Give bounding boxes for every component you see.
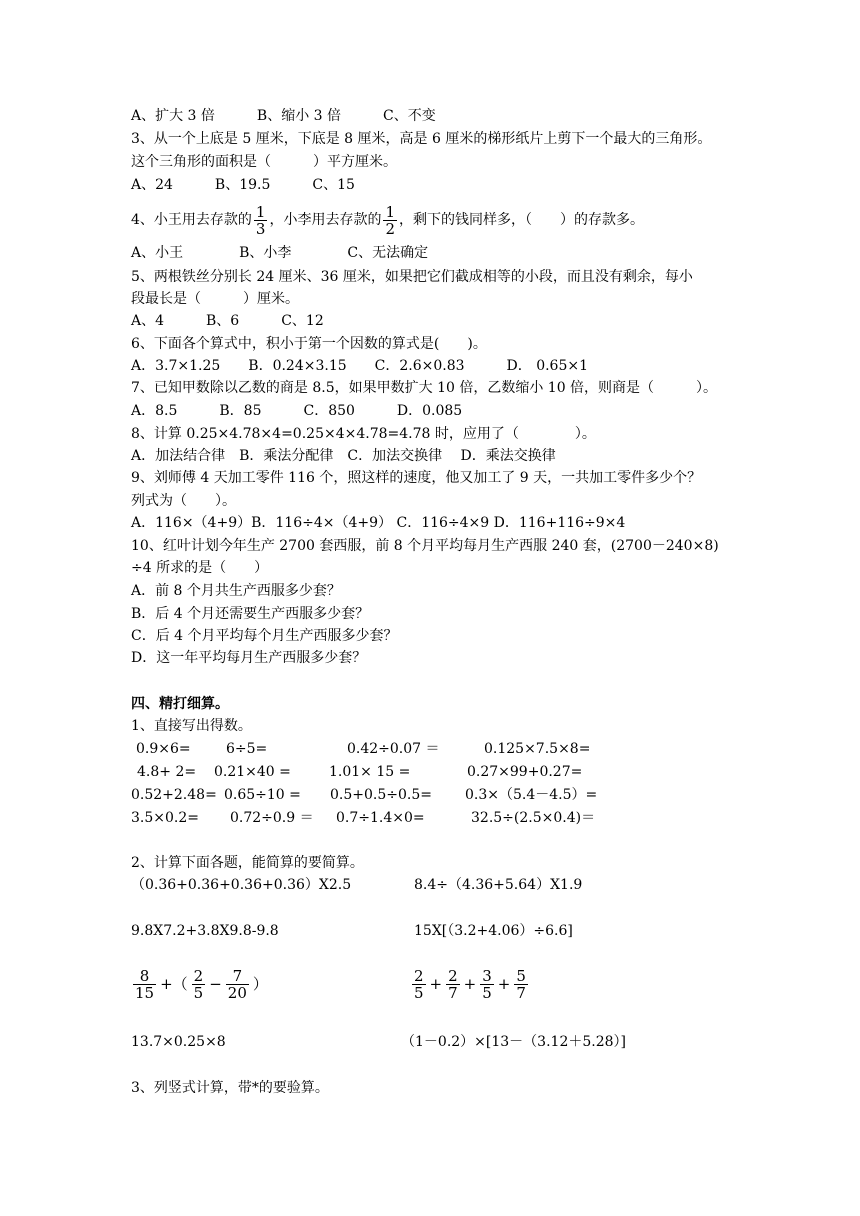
- q10-option-a: A．前 8 个月共生产西服多少套？: [131, 583, 341, 599]
- mental-math-item: 4.8+ 2=: [137, 764, 197, 780]
- q4-text-pre: 4、小王用去存款的: [131, 212, 252, 228]
- part2-title: 2、计算下面各题，能简算的要简算。: [131, 855, 364, 871]
- fraction: [412, 968, 426, 1001]
- q9-options: A．116×（4+9）B．116÷4×（4+9） C．116÷4×9 D．116+116÷9×4: [131, 515, 626, 531]
- q6-options: A．3.7×1.25 B．0.24×3.15 C．2.6×0.83 D． 0.65×1: [131, 358, 589, 374]
- fraction-numerator: 7: [226, 968, 249, 985]
- q5-text-line1: 5、两根铁丝分别长 24 厘米、36 厘米，如果把它们截成相等的小段，而且没有剩余，每小: [131, 269, 693, 285]
- calc-expression: 13.7×0.25×8: [131, 1034, 226, 1050]
- q9-text-line2: 列式为（ ）。: [131, 493, 236, 509]
- fraction: [514, 968, 528, 1001]
- fraction-denominator: 20: [227, 983, 247, 1002]
- q10-text-line1: 10、红叶计划今年生产 2700 套西服，前 8 个月平均每月生产西服 240 套，(2700－240×8): [131, 538, 719, 554]
- fraction-numerator: 2: [448, 966, 458, 985]
- calc-fraction-expression-2: [410, 962, 530, 1006]
- fraction: [446, 968, 460, 1001]
- calc-expression: （0.36+0.36+0.36+0.36）X2.5: [131, 877, 352, 893]
- q8-text: 8、计算 0.25×4.78×4=0.25×4×4.78=4.78 时，应用了（ ）。: [131, 426, 596, 442]
- part3-title: 3、列竖式计算，带*的要验算。: [131, 1080, 329, 1096]
- fraction: [226, 968, 249, 1001]
- mental-math-item: 0.5+0.5÷0.5=: [330, 787, 432, 803]
- fraction-numerator: 5: [516, 966, 526, 985]
- fraction-numerator: 1: [255, 202, 266, 221]
- q4-fraction-2: [383, 204, 397, 237]
- fraction-denominator: 15: [135, 983, 155, 1002]
- fraction-denominator: 5: [193, 983, 204, 1002]
- mental-math-item: 0.7÷1.4×0=: [336, 810, 425, 826]
- q10-option-d: D．这一年平均每月生产西服多少套？: [131, 650, 367, 666]
- fraction-numerator: 2: [193, 966, 204, 985]
- mental-math-item: 0.125×7.5×8=: [484, 741, 591, 757]
- fraction-denominator: 2: [385, 219, 396, 238]
- mental-math-item: 6÷5=: [226, 741, 268, 757]
- q5-options: A、4 B、6 C、12: [131, 313, 324, 329]
- mental-math-item: 0.65÷10 =: [224, 787, 301, 803]
- calc-expression: 8.4÷（4.36+5.64）X1.9: [414, 877, 583, 893]
- operator: ）: [252, 975, 268, 993]
- calc-fraction-expression-1: [131, 962, 270, 1006]
- q7-options: A．8.5 B．85 C．850 D．0.085: [131, 403, 463, 419]
- calc-expression: 15X[（3.2+4.06）÷6.6]: [414, 923, 573, 939]
- fraction-numerator: 2: [414, 966, 424, 985]
- q2-options: A、扩大 3 倍 B、缩小 3 倍 C、不变: [131, 108, 436, 124]
- fraction-denominator: 5: [414, 983, 424, 1002]
- calc-expression: （1－0.2）×[13－（3.12＋5.28）]: [401, 1034, 626, 1050]
- fraction-denominator: 5: [482, 983, 492, 1002]
- q4-text-post: ，剩下的钱同样多，（ ）的存款多。: [399, 212, 645, 228]
- fraction: [192, 968, 206, 1001]
- q10-option-b: B．后 4 个月还需要生产西服多少套？: [131, 606, 370, 622]
- q9-text-line1: 9、刘师傅 4 天加工零件 116 个，照这样的速度，他又加工了 9 天，一共加工零件多少个？: [131, 470, 702, 486]
- mental-math-item: 32.5÷(2.5×0.4)＝: [471, 810, 596, 826]
- q6-text: 6、下面各个算式中，积小于第一个因数的算式是( )。: [131, 336, 487, 352]
- operator: +: [429, 975, 443, 993]
- mental-math-item: 0.21×40 =: [214, 764, 291, 780]
- fraction-numerator: 3: [482, 966, 492, 985]
- mental-math-item: 0.3×（5.4－4.5）=: [465, 787, 598, 803]
- q7-text: 7、已知甲数除以乙数的商是 8.5，如果甲数扩大 10 倍，乙数缩小 10 倍，则商是（ ）。: [131, 380, 718, 396]
- q10-text-line2: ÷4 所求的是（ ）: [131, 560, 269, 576]
- q4-fraction-1: [254, 204, 268, 237]
- operator: −: [209, 975, 222, 993]
- fraction-numerator: 8: [133, 968, 156, 985]
- part1-title: 1、直接写出得数。: [131, 718, 252, 734]
- fraction-denominator: 7: [516, 983, 526, 1002]
- q4-options: A、小王 B、小李 C、无法确定: [131, 245, 429, 261]
- q4-text-mid: ，小李用去存款的: [269, 212, 382, 228]
- fraction: [480, 968, 494, 1001]
- q3-text-line2: 这个三角形的面积是（ ）平方厘米。: [131, 154, 397, 170]
- mental-math-item: 0.42÷0.07 ＝: [347, 741, 440, 757]
- q3-options: A、24 B、19.5 C、15: [131, 177, 355, 193]
- fraction-denominator: 7: [448, 983, 458, 1002]
- mental-math-item: 0.27×99+0.27=: [467, 764, 583, 780]
- mental-math-item: 0.9×6=: [136, 741, 191, 757]
- fraction: [133, 968, 156, 1001]
- section-4-title: 四、精打细算。: [131, 696, 229, 712]
- q8-options: A．加法结合律 B．乘法分配律 C．加法交换律 D．乘法交换律: [131, 448, 556, 464]
- q4-text: [131, 200, 644, 240]
- operator: +: [497, 975, 511, 993]
- mental-math-item: 3.5×0.2=: [131, 810, 199, 826]
- fraction-denominator: 3: [255, 219, 266, 238]
- q5-text-line2: 段最长是（ ）厘米。: [131, 291, 299, 307]
- mental-math-item: 0.72÷0.9 ＝: [230, 810, 314, 826]
- mental-math-item: 1.01× 15 =: [329, 764, 411, 780]
- calc-expression: 9.8X7.2+3.8X9.8-9.8: [131, 923, 279, 939]
- q10-option-c: C．后 4 个月平均每个月生产西服多少套？: [131, 628, 398, 644]
- mental-math-item: 0.52+2.48=: [131, 787, 217, 803]
- fraction-numerator: 1: [385, 202, 396, 221]
- operator: +（: [160, 975, 188, 993]
- q3-text-line1: 3、从一个上底是 5 厘米，下底是 8 厘米，高是 6 厘米的梯形纸片上剪下一个最大的三角形。: [131, 131, 712, 147]
- operator: +: [463, 975, 477, 993]
